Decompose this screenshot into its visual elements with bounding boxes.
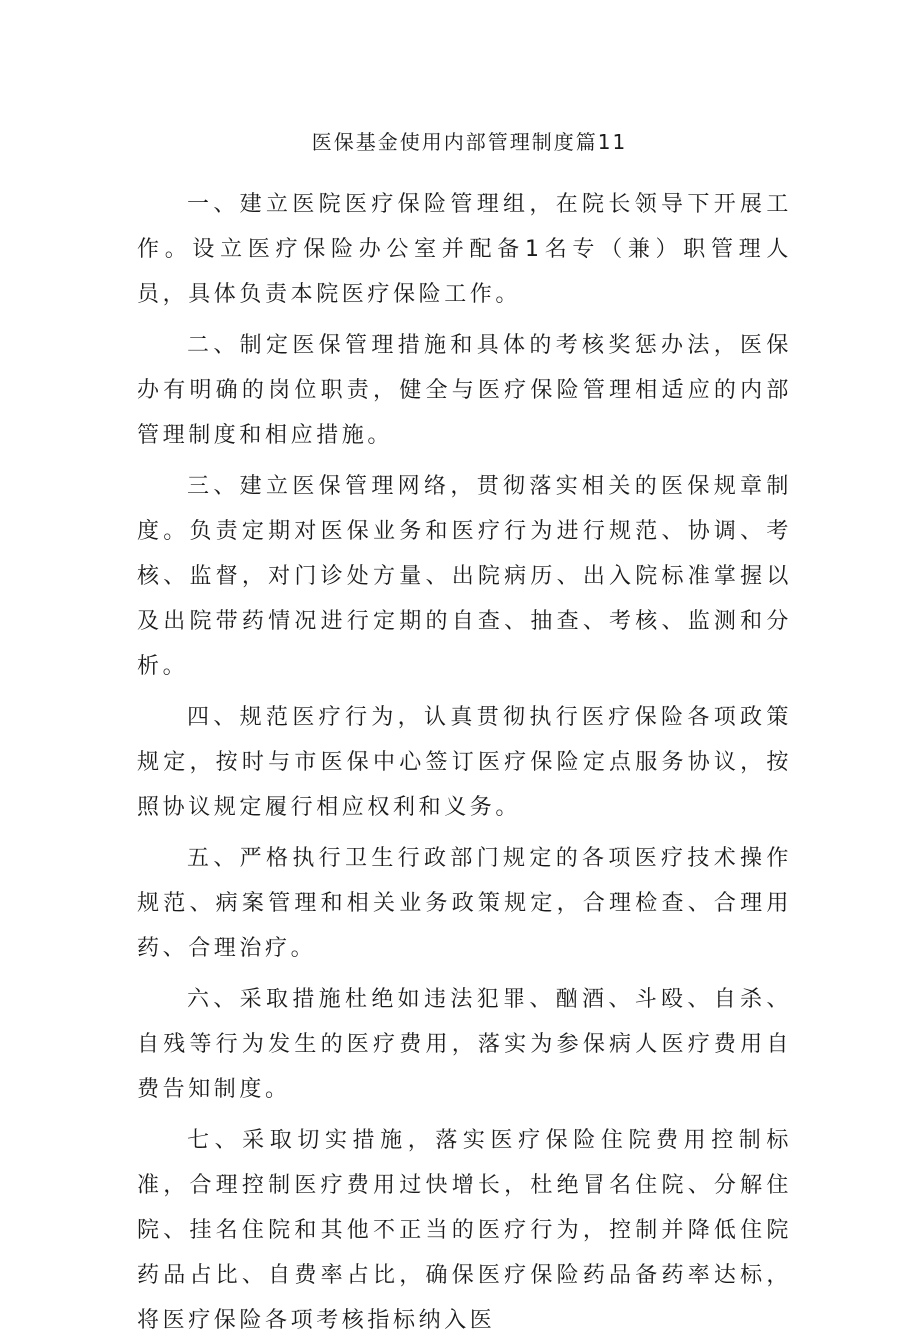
paragraph-3: 三、建立医保管理网络，贯彻落实相关的医保规章制度。负责定期对医保业务和医疗行为进行规范、协调、考核、监督，对门诊处方量、出院病历、出入院标准掌握以及出院带药情况进行定期的自查、抽查、考核、监测和分析。 <box>137 474 792 679</box>
document-title: 医保基金使用内部管理制度篇11 <box>311 130 628 154</box>
paragraph-4: 四、规范医疗行为，认真贯彻执行医疗保险各项政策规定，按时与市医保中心签订医疗保险定点服务协议，按照协议规定履行相应权利和义务。 <box>137 705 792 820</box>
paragraph-1: 一、建立医院医疗保险管理组，在院长领导下开展工作。设立医疗保险办公室并配备1名专（兼）职管理人员，具体负责本院医疗保险工作。 <box>137 192 792 307</box>
paragraph-5: 五、严格执行卫生行政部门规定的各项医疗技术操作规范、病案管理和相关业务政策规定，合理检查、合理用药、合理治疗。 <box>137 846 792 961</box>
paragraph-2: 二、制定医保管理措施和具体的考核奖惩办法，医保办有明确的岗位职责，健全与医疗保险管理相适应的内部管理制度和相应措施。 <box>137 333 792 448</box>
paragraph-7: 七、采取切实措施，落实医疗保险住院费用控制标准，合理控制医疗费用过快增长，杜绝冒名住院、分解住院、挂名住院和其他不正当的医疗行为，控制并降低住院药品占比、自费率占比，确保医疗保险药品备药率达标，将医疗保险各项考核指标纳入医 <box>137 1128 792 1333</box>
paragraph-6: 六、采取措施杜绝如违法犯罪、酗酒、斗殴、自杀、自残等行为发生的医疗费用，落实为参保病人医疗费用自费告知制度。 <box>137 987 792 1102</box>
